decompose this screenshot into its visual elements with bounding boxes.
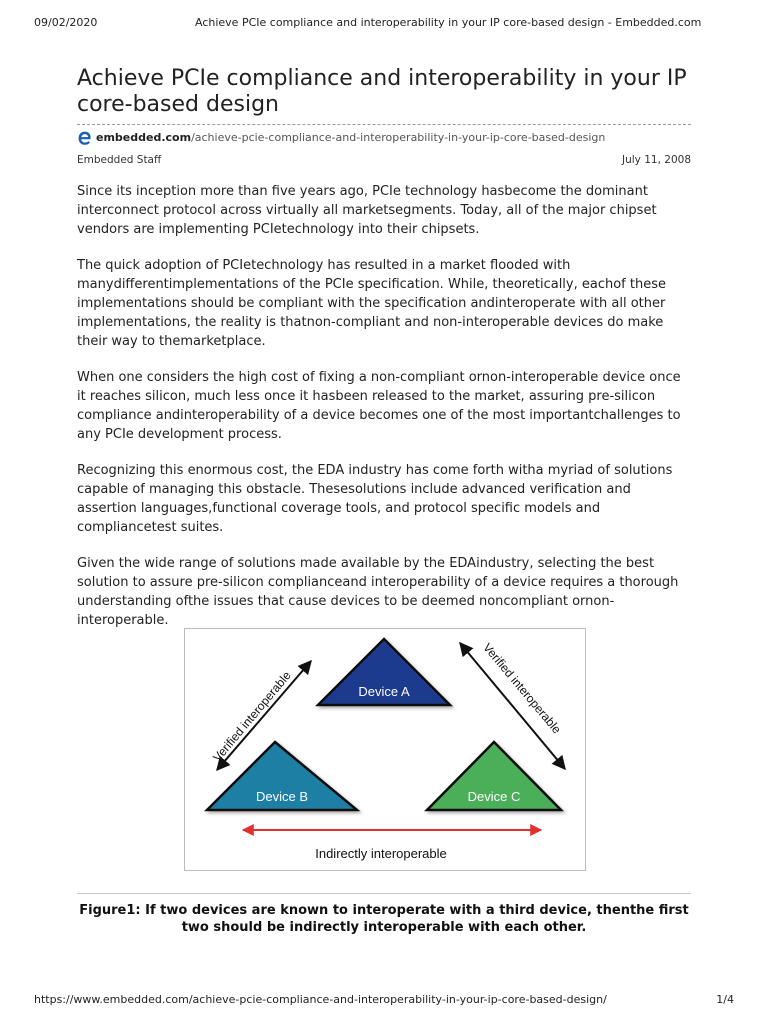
device-c-label: Device C bbox=[467, 789, 521, 804]
paragraph: Recognizing this enormous cost, the EDA industry has come forth witha myriad of solutions capable of managing this obstacle. Thesesolutions include advanced verification and assertion languages,functional coverage tools, and protocol specific models and compliancetest suites. bbox=[77, 463, 673, 535]
interoperability-figure bbox=[184, 628, 586, 871]
source-domain: embedded.com bbox=[96, 131, 192, 144]
interoperability-diagram bbox=[185, 629, 585, 870]
figure-caption: Figure1: If two devices are known to interoperate with a third device, thenthe first two should be indirectly interoperable with each other. bbox=[79, 903, 689, 935]
source-path: /achieve-pcie-compliance-and-interoperability-in-your-ip-core-based-design bbox=[191, 131, 606, 144]
title-divider bbox=[77, 124, 691, 125]
caption-divider bbox=[77, 893, 691, 894]
article-author: Embedded Staff bbox=[77, 154, 162, 166]
paragraph: When one considers the high cost of fixing a non-compliant ornon-interoperable device once it reaches silicon, much less once it hasbeen released to the market, assuring pre-silicon compliance andinteroperability of a device becomes one of the most importantchallenges to any PCIe development process. bbox=[77, 370, 681, 442]
article-title: Achieve PCIe compliance and interoperability in your IP core-based design bbox=[77, 66, 687, 117]
device-b-label: Device B bbox=[255, 789, 309, 804]
footer-url: https://www.embedded.com/achieve-pcie-compliance-and-interoperability-in-your-ip-core-based-design/ bbox=[34, 993, 607, 1006]
print-date: 09/02/2020 bbox=[34, 16, 98, 29]
embedded-logo-icon bbox=[77, 130, 93, 146]
indirect-label: Indirectly interoperable bbox=[315, 846, 447, 861]
paragraph: Given the wide range of solutions made available by the EDAindustry, selecting the best solution to assure pre-silicon complianceand interoperability of a device requires a thorough understanding ofthe issues that cause devices to be deemed noncompliant ornon-interoperable. bbox=[77, 556, 679, 628]
article-body bbox=[77, 182, 689, 647]
verified-label-right: Verified interoperable bbox=[480, 640, 564, 737]
source-link[interactable] bbox=[77, 130, 605, 146]
print-page-title: Achieve PCIe compliance and interoperability in your IP core-based design - Embedded.com bbox=[195, 16, 702, 29]
article-date: July 11, 2008 bbox=[622, 154, 691, 166]
verified-label-left: Verified interoperable bbox=[210, 668, 294, 765]
paragraph: The quick adoption of PCIetechnology has resulted in a market flooded with manydifferentimplementations of the PCIe specification. While, theoretically, eachof these implementations should be compliant with the specification andinteroperate with all other implementations, the reality is thatnon-compliant and non-interoperable devices do make their way to themarketplace. bbox=[77, 258, 666, 349]
page-number: 1/4 bbox=[716, 993, 734, 1006]
device-a-label: Device A bbox=[358, 684, 410, 699]
verified-arrow-right bbox=[460, 643, 565, 769]
paragraph: Since its inception more than five years ago, PCIe technology hasbecome the dominant interconnect protocol across virtually all marketsegments. Today, all of the major chipset vendors are implementing PCIetechnology into their chipsets. bbox=[77, 184, 657, 237]
